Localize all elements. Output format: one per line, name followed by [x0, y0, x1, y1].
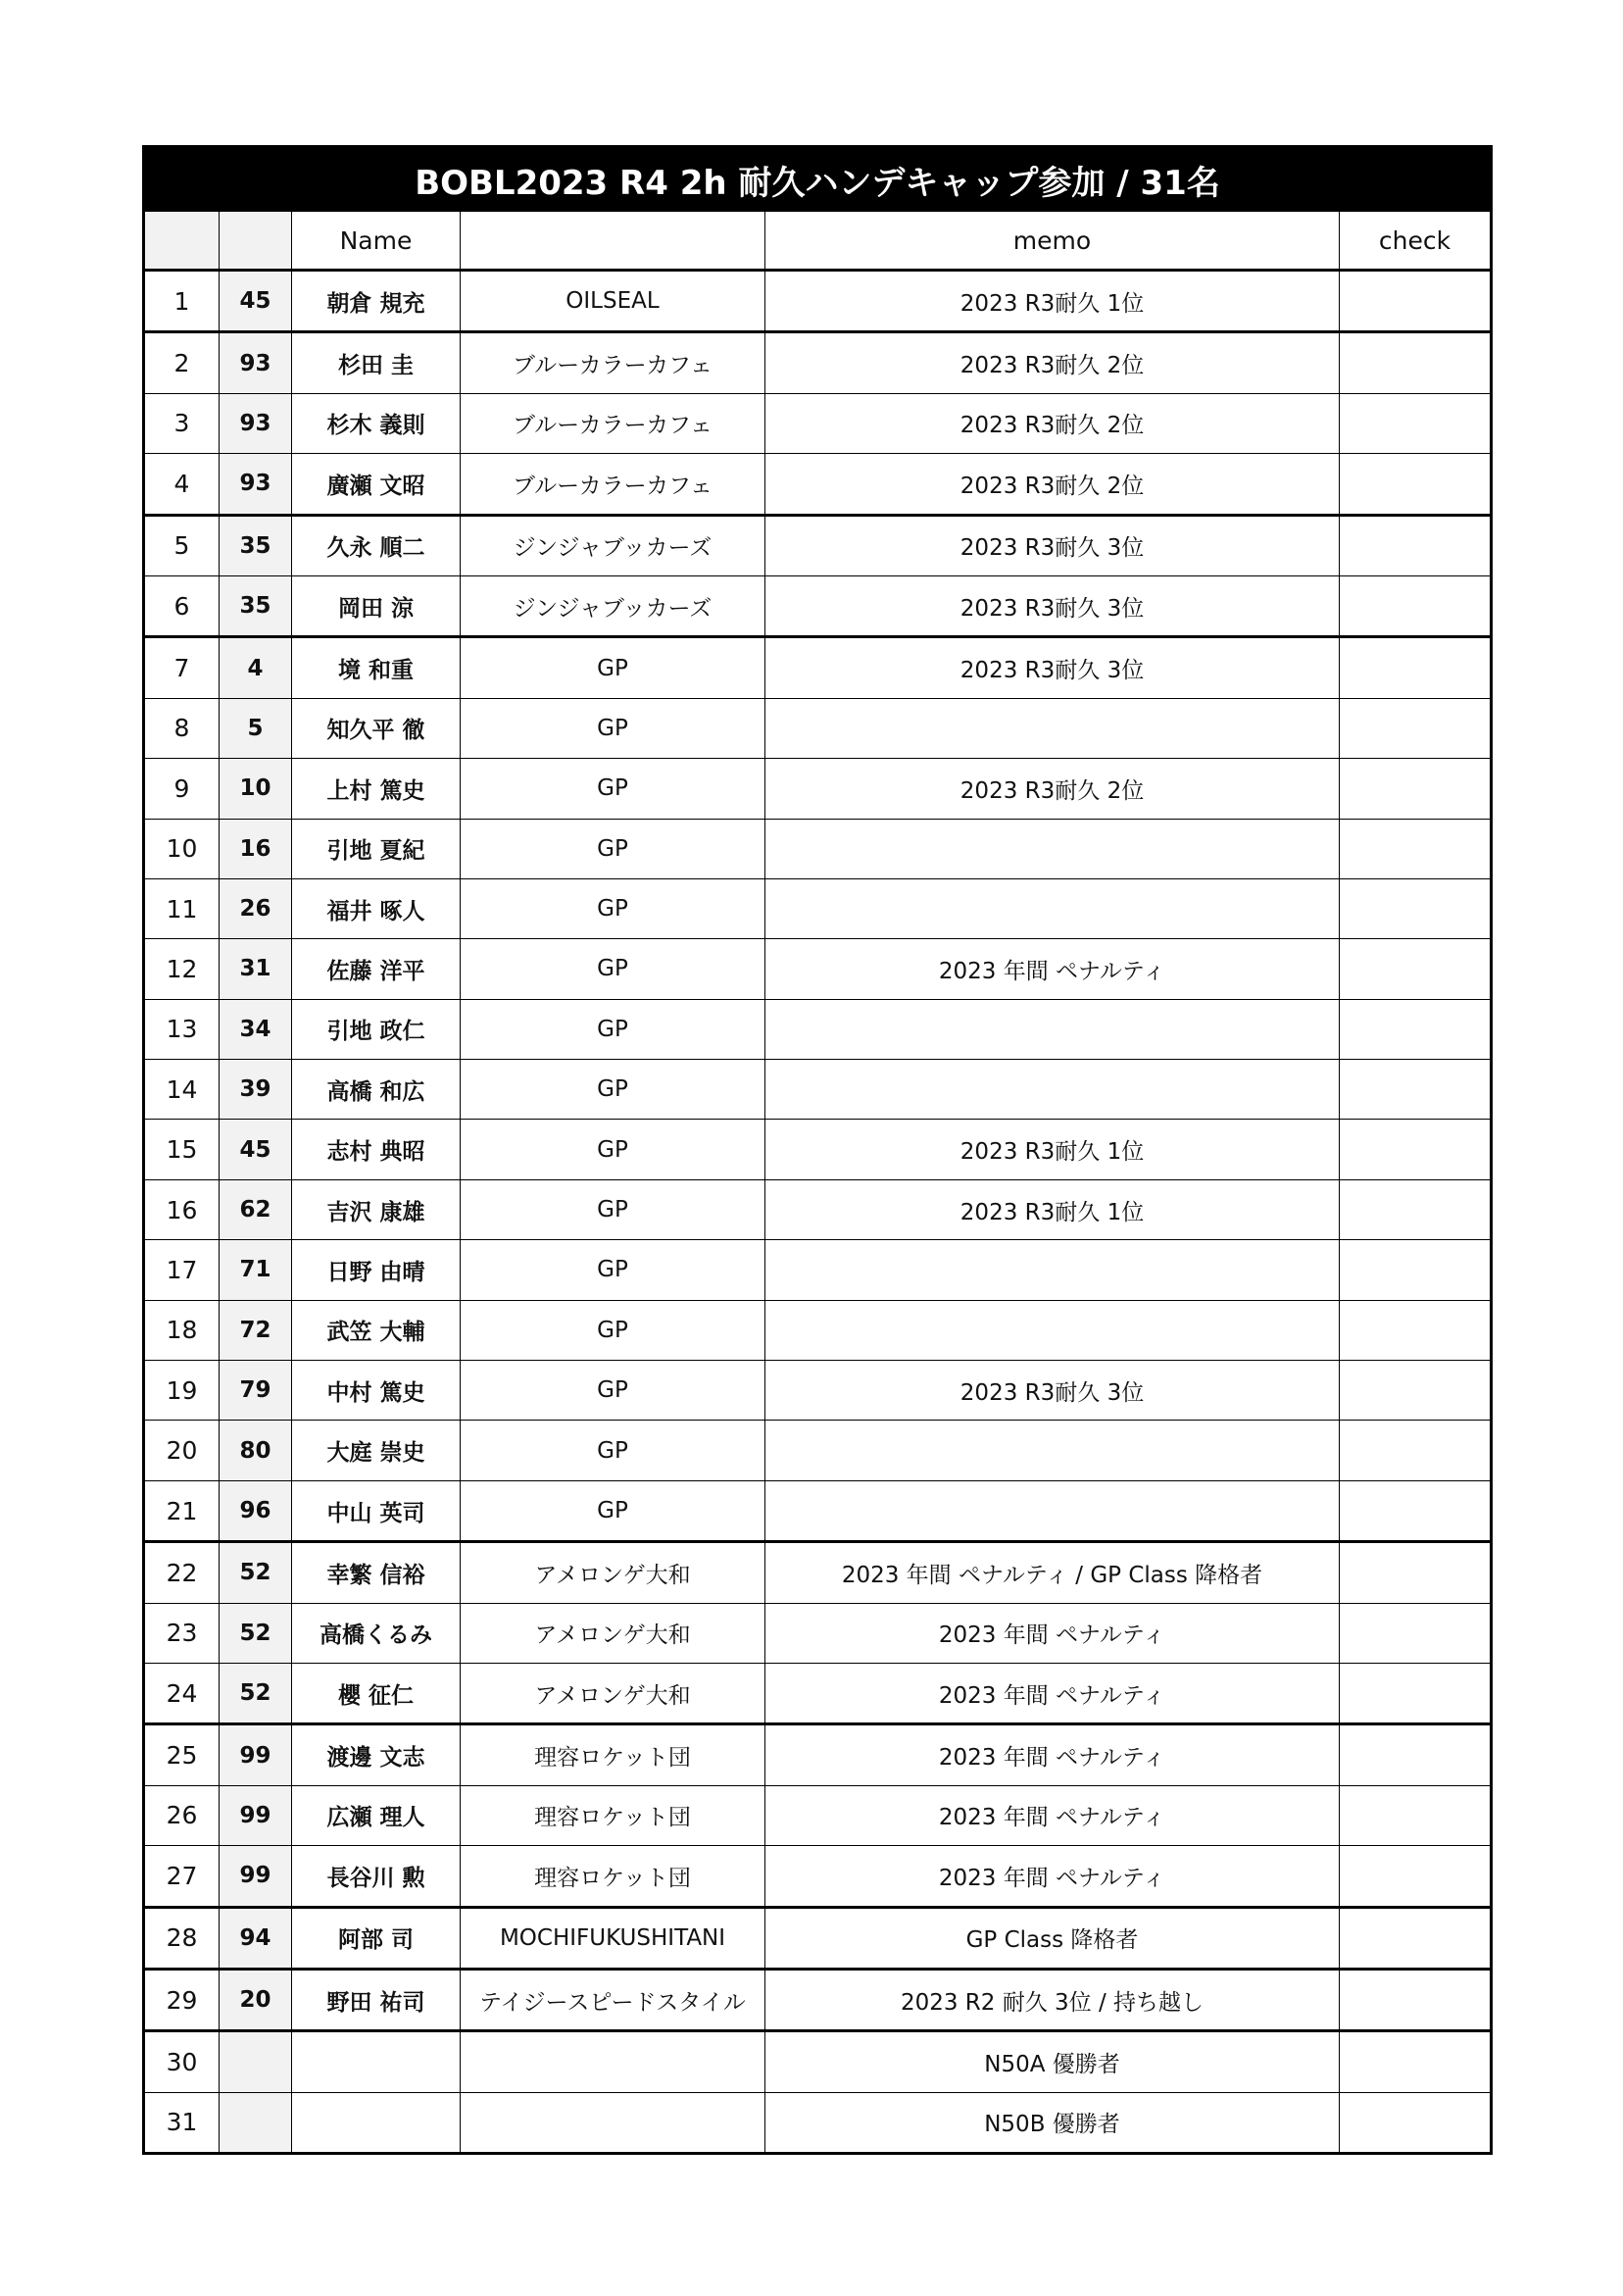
row-index: 16: [144, 1179, 220, 1239]
row-check-cell[interactable]: [1340, 393, 1492, 453]
row-memo: 2023 R2 耐久 3位 / 持ち越し: [765, 1969, 1340, 2030]
row-name: 広瀬 理人: [292, 1785, 461, 1845]
row-check-cell[interactable]: [1340, 2092, 1492, 2153]
row-index: 24: [144, 1663, 220, 1723]
row-number: 34: [220, 999, 292, 1059]
row-check-cell[interactable]: [1340, 515, 1492, 575]
row-number: 35: [220, 515, 292, 575]
row-team: テイジースピードスタイル: [461, 1969, 765, 2030]
row-index: 4: [144, 454, 220, 515]
row-team: OILSEAL: [461, 271, 765, 332]
row-name: 中村 篤史: [292, 1361, 461, 1421]
row-name: 福井 啄人: [292, 878, 461, 938]
row-team: GP: [461, 1120, 765, 1179]
row-name: 岡田 涼: [292, 575, 461, 636]
row-name: 久永 順二: [292, 515, 461, 575]
row-name: 杉田 圭: [292, 332, 461, 393]
row-index: 26: [144, 1785, 220, 1845]
row-number: 52: [220, 1542, 292, 1603]
row-number: 45: [220, 271, 292, 332]
row-memo: N50B 優勝者: [765, 2092, 1340, 2153]
row-number: [220, 2031, 292, 2092]
row-name: 大庭 崇史: [292, 1421, 461, 1480]
row-number: 52: [220, 1663, 292, 1723]
row-index: 9: [144, 759, 220, 819]
row-team: GP: [461, 1060, 765, 1120]
page-title: BOBL2023 R4 2h 耐久ハンデキャップ参加 / 31名: [144, 147, 1492, 212]
row-check-cell[interactable]: [1340, 1724, 1492, 1785]
row-check-cell[interactable]: [1340, 637, 1492, 698]
row-check-cell[interactable]: [1340, 1421, 1492, 1480]
row-memo: 2023 R3耐久 3位: [765, 515, 1340, 575]
row-team: GP: [461, 1361, 765, 1421]
row-check-cell[interactable]: [1340, 878, 1492, 938]
row-name: 境 和重: [292, 637, 461, 698]
row-index: 11: [144, 878, 220, 938]
table-row: [144, 759, 1492, 819]
row-name: 幸繁 信裕: [292, 1542, 461, 1603]
row-index: 21: [144, 1480, 220, 1541]
row-index: 5: [144, 515, 220, 575]
row-number: 4: [220, 637, 292, 698]
table-row: [144, 271, 1492, 332]
row-index: 31: [144, 2092, 220, 2153]
table-row: [144, 1724, 1492, 1785]
row-check-cell[interactable]: [1340, 1480, 1492, 1541]
row-number: 93: [220, 454, 292, 515]
row-name: 志村 典昭: [292, 1120, 461, 1179]
table-row: [144, 999, 1492, 1059]
row-name: [292, 2092, 461, 2153]
row-index: 15: [144, 1120, 220, 1179]
table-row: [144, 1785, 1492, 1845]
row-index: 1: [144, 271, 220, 332]
participant-table: [142, 145, 1493, 2155]
table-row: [144, 698, 1492, 758]
row-index: 30: [144, 2031, 220, 2092]
table-row: [144, 2092, 1492, 2153]
row-index: 13: [144, 999, 220, 1059]
row-team: GP: [461, 637, 765, 698]
row-team: GP: [461, 878, 765, 938]
table-row: [144, 575, 1492, 636]
row-number: 71: [220, 1240, 292, 1300]
row-memo: 2023 R3耐久 2位: [765, 332, 1340, 393]
row-memo: 2023 R3耐久 3位: [765, 575, 1340, 636]
row-check-cell[interactable]: [1340, 698, 1492, 758]
row-name: 高橋 和広: [292, 1060, 461, 1120]
row-team: アメロンゲ大和: [461, 1663, 765, 1723]
row-memo: [765, 698, 1340, 758]
row-memo: 2023 R3耐久 3位: [765, 637, 1340, 698]
row-name: 佐藤 洋平: [292, 939, 461, 999]
table-row: [144, 1060, 1492, 1120]
row-team: MOCHIFUKUSHITANI: [461, 1907, 765, 1969]
row-number: 94: [220, 1907, 292, 1969]
row-name: 吉沢 康雄: [292, 1179, 461, 1239]
row-team: GP: [461, 819, 765, 878]
row-check-cell[interactable]: [1340, 575, 1492, 636]
table-row: [144, 1361, 1492, 1421]
row-check-cell[interactable]: [1340, 2031, 1492, 2092]
row-check-cell[interactable]: [1340, 1300, 1492, 1360]
table-row: [144, 1300, 1492, 1360]
row-number: 80: [220, 1421, 292, 1480]
row-name: 廣瀬 文昭: [292, 454, 461, 515]
row-number: 52: [220, 1603, 292, 1663]
row-team: ジンジャブッカーズ: [461, 515, 765, 575]
table-row: [144, 1603, 1492, 1663]
row-number: 99: [220, 1846, 292, 1907]
row-name: 長谷川 勲: [292, 1846, 461, 1907]
header-number: [220, 212, 292, 271]
row-memo: 2023 R3耐久 1位: [765, 1179, 1340, 1239]
row-team: GP: [461, 759, 765, 819]
row-memo: 2023 R3耐久 3位: [765, 1361, 1340, 1421]
row-check-cell[interactable]: [1340, 1060, 1492, 1120]
table-body: [144, 271, 1492, 2154]
row-number: 79: [220, 1361, 292, 1421]
row-number: 93: [220, 332, 292, 393]
row-memo: 2023 年間 ペナルティ: [765, 1724, 1340, 1785]
table-row: [144, 1120, 1492, 1179]
row-team: ブルーカラーカフェ: [461, 393, 765, 453]
row-number: 5: [220, 698, 292, 758]
row-name: 阿部 司: [292, 1907, 461, 1969]
row-team: GP: [461, 1421, 765, 1480]
row-name: 高橋くるみ: [292, 1603, 461, 1663]
row-number: 62: [220, 1179, 292, 1239]
row-index: 14: [144, 1060, 220, 1120]
row-check-cell[interactable]: [1340, 332, 1492, 393]
row-memo: [765, 999, 1340, 1059]
row-number: [220, 2092, 292, 2153]
table-row: [144, 1480, 1492, 1541]
row-index: 18: [144, 1300, 220, 1360]
row-name: 朝倉 規充: [292, 271, 461, 332]
table-row: [144, 393, 1492, 453]
table-row: [144, 637, 1492, 698]
row-team: アメロンゲ大和: [461, 1542, 765, 1603]
row-memo: GP Class 降格者: [765, 1907, 1340, 1969]
row-check-cell[interactable]: [1340, 271, 1492, 332]
table-row: [144, 1907, 1492, 1969]
row-number: 99: [220, 1785, 292, 1845]
row-index: 7: [144, 637, 220, 698]
row-team: [461, 2031, 765, 2092]
row-team: [461, 2092, 765, 2153]
title-row: [144, 147, 1492, 212]
row-memo: [765, 819, 1340, 878]
row-index: 22: [144, 1542, 220, 1603]
row-number: 93: [220, 393, 292, 453]
table-row: [144, 939, 1492, 999]
table-row: [144, 1663, 1492, 1723]
row-index: 12: [144, 939, 220, 999]
row-index: 3: [144, 393, 220, 453]
row-memo: 2023 年間 ペナルティ: [765, 1603, 1340, 1663]
row-memo: 2023 R3耐久 2位: [765, 454, 1340, 515]
row-check-cell[interactable]: [1340, 1969, 1492, 2030]
row-index: 20: [144, 1421, 220, 1480]
row-number: 16: [220, 819, 292, 878]
header-row: [144, 212, 1492, 271]
row-name: [292, 2031, 461, 2092]
row-number: 45: [220, 1120, 292, 1179]
row-check-cell[interactable]: [1340, 1907, 1492, 1969]
row-name: 知久平 徹: [292, 698, 461, 758]
header-index: [144, 212, 220, 271]
row-number: 10: [220, 759, 292, 819]
table-row: [144, 2031, 1492, 2092]
table-row: [144, 515, 1492, 575]
row-number: 99: [220, 1724, 292, 1785]
row-number: 20: [220, 1969, 292, 2030]
row-team: ジンジャブッカーズ: [461, 575, 765, 636]
row-memo: [765, 1300, 1340, 1360]
row-check-cell[interactable]: [1340, 1120, 1492, 1179]
row-memo: 2023 R3耐久 1位: [765, 1120, 1340, 1179]
table-row: [144, 878, 1492, 938]
row-name: 上村 篤史: [292, 759, 461, 819]
row-index: 2: [144, 332, 220, 393]
row-team: ブルーカラーカフェ: [461, 454, 765, 515]
row-team: 理容ロケット団: [461, 1785, 765, 1845]
row-index: 10: [144, 819, 220, 878]
row-check-cell[interactable]: [1340, 1179, 1492, 1239]
row-index: 29: [144, 1969, 220, 2030]
row-name: 引地 政仁: [292, 999, 461, 1059]
row-name: 櫻 征仁: [292, 1663, 461, 1723]
table-row: [144, 1421, 1492, 1480]
table-row: [144, 454, 1492, 515]
row-check-cell[interactable]: [1340, 939, 1492, 999]
row-check-cell[interactable]: [1340, 1361, 1492, 1421]
row-team: GP: [461, 1179, 765, 1239]
row-number: 72: [220, 1300, 292, 1360]
row-team: GP: [461, 939, 765, 999]
row-number: 31: [220, 939, 292, 999]
row-team: GP: [461, 1480, 765, 1541]
table-row: [144, 1542, 1492, 1603]
row-index: 27: [144, 1846, 220, 1907]
row-name: 野田 祐司: [292, 1969, 461, 2030]
row-index: 19: [144, 1361, 220, 1421]
row-index: 28: [144, 1907, 220, 1969]
row-number: 26: [220, 878, 292, 938]
header-team: [461, 212, 765, 271]
row-check-cell[interactable]: [1340, 1240, 1492, 1300]
table-row: [144, 1846, 1492, 1907]
header-check: check: [1340, 212, 1492, 271]
row-memo: 2023 R3耐久 2位: [765, 759, 1340, 819]
row-memo: N50A 優勝者: [765, 2031, 1340, 2092]
row-memo: [765, 1480, 1340, 1541]
row-memo: 2023 R3耐久 1位: [765, 271, 1340, 332]
table-row: [144, 1240, 1492, 1300]
row-check-cell[interactable]: [1340, 999, 1492, 1059]
row-name: 渡邊 文志: [292, 1724, 461, 1785]
row-memo: 2023 年間 ペナルティ / GP Class 降格者: [765, 1542, 1340, 1603]
row-team: GP: [461, 1300, 765, 1360]
row-team: GP: [461, 1240, 765, 1300]
row-memo: 2023 年間 ペナルティ: [765, 939, 1340, 999]
header-memo: memo: [765, 212, 1340, 271]
row-team: GP: [461, 999, 765, 1059]
row-name: 武笠 大輔: [292, 1300, 461, 1360]
row-name: 日野 由晴: [292, 1240, 461, 1300]
row-memo: [765, 878, 1340, 938]
row-index: 25: [144, 1724, 220, 1785]
row-check-cell[interactable]: [1340, 1846, 1492, 1907]
row-index: 8: [144, 698, 220, 758]
row-memo: 2023 年間 ペナルティ: [765, 1663, 1340, 1723]
row-check-cell[interactable]: [1340, 1663, 1492, 1723]
header-name: Name: [292, 212, 461, 271]
table-row: [144, 1969, 1492, 2030]
table-row: [144, 332, 1492, 393]
row-memo: [765, 1421, 1340, 1480]
row-number: 39: [220, 1060, 292, 1120]
row-check-cell[interactable]: [1340, 759, 1492, 819]
row-check-cell[interactable]: [1340, 1785, 1492, 1845]
row-memo: 2023 年間 ペナルティ: [765, 1846, 1340, 1907]
row-team: ブルーカラーカフェ: [461, 332, 765, 393]
row-memo: [765, 1060, 1340, 1120]
row-memo: 2023 年間 ペナルティ: [765, 1785, 1340, 1845]
row-index: 6: [144, 575, 220, 636]
table-row: [144, 1179, 1492, 1239]
row-number: 96: [220, 1480, 292, 1541]
row-check-cell[interactable]: [1340, 1542, 1492, 1603]
row-check-cell[interactable]: [1340, 454, 1492, 515]
row-name: 中山 英司: [292, 1480, 461, 1541]
row-index: 17: [144, 1240, 220, 1300]
row-memo: [765, 1240, 1340, 1300]
row-team: GP: [461, 698, 765, 758]
row-number: 35: [220, 575, 292, 636]
row-team: 理容ロケット団: [461, 1846, 765, 1907]
row-team: 理容ロケット団: [461, 1724, 765, 1785]
row-team: アメロンゲ大和: [461, 1603, 765, 1663]
row-index: 23: [144, 1603, 220, 1663]
row-name: 杉木 義則: [292, 393, 461, 453]
row-check-cell[interactable]: [1340, 1603, 1492, 1663]
row-check-cell[interactable]: [1340, 819, 1492, 878]
table-row: [144, 819, 1492, 878]
row-name: 引地 夏紀: [292, 819, 461, 878]
row-memo: 2023 R3耐久 2位: [765, 393, 1340, 453]
